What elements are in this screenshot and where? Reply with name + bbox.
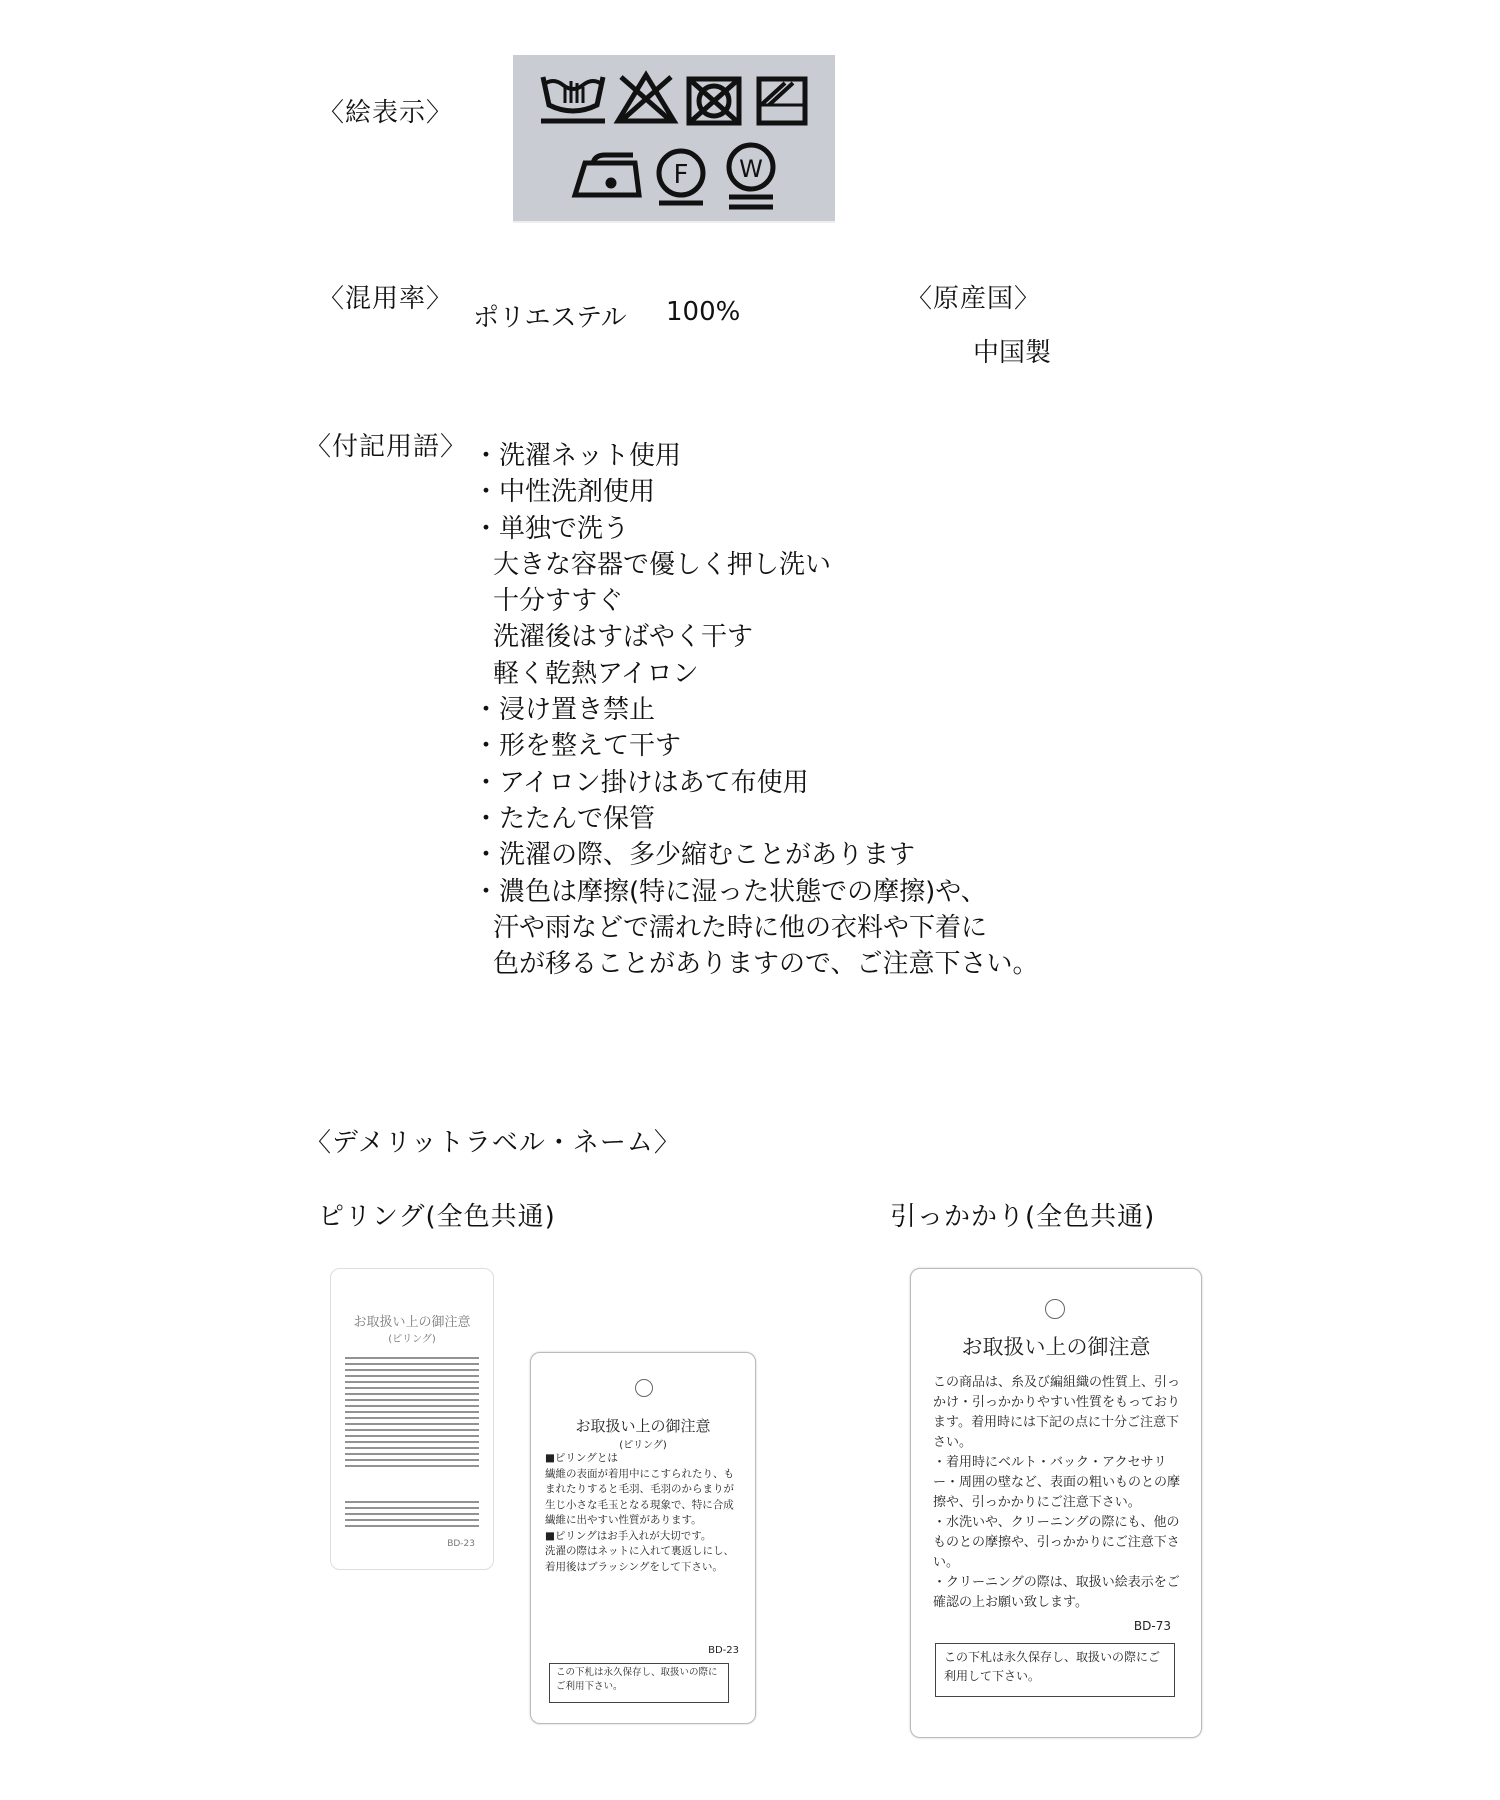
note-line: ・アイロン掛けはあて布使用: [473, 767, 809, 798]
dry-clean-f-icon: [659, 151, 703, 203]
pilling-back-subtitle: (ピリング): [388, 1334, 436, 1345]
note-line: ・洗濯の際、多少縮むことがあります: [473, 840, 916, 871]
demerit-header: 〈デメリットラベル・ネーム〉: [305, 1128, 681, 1158]
care-label-image: [513, 55, 835, 223]
pilling-label: ピリング(全色共通): [318, 1202, 556, 1232]
svg-text:F: F: [673, 160, 689, 190]
pilling-front-subtitle: (ピリング): [619, 1440, 667, 1451]
no-tumble-dry-icon: [689, 79, 739, 123]
pilling-back-code: BD-23: [447, 1539, 475, 1549]
pilling-tag-back: [330, 1268, 494, 1570]
snag-tag: [910, 1268, 1202, 1738]
tag-hole: [1045, 1299, 1065, 1319]
pilling-back-footer: [345, 1501, 479, 1529]
no-bleach-icon: [618, 75, 674, 121]
composition-material: ポリエステル: [473, 303, 627, 333]
note-line: ・たたんで保管: [473, 803, 656, 834]
hand-wash-icon: [541, 77, 605, 121]
note-line: 色が移ることがありますので、ご注意下さい。: [493, 949, 1039, 980]
pilling-front-footer: この下札は永久保存し、取扱いの際にご利用下さい。: [549, 1663, 729, 1703]
note-line: 洗濯後はすばやく干す: [493, 622, 754, 653]
snag-label: 引っかかり(全色共通): [890, 1202, 1156, 1232]
pilling-back-body: [345, 1357, 479, 1469]
snag-title: お取扱い上の御注意: [961, 1335, 1151, 1359]
iron-low-icon: [575, 155, 639, 195]
origin-value: 中国製: [973, 338, 1052, 368]
tag-hole: [635, 1379, 653, 1397]
notes-header: 〈付記用語〉: [305, 432, 468, 462]
note-line: 汗や雨などで濡れた時に他の衣料や下着に: [493, 912, 988, 943]
composition-percent: 100%: [666, 297, 741, 327]
notes-list: [473, 438, 1038, 982]
line-dry-shade-icon: [759, 79, 805, 123]
note-line: ・中性洗剤使用: [473, 477, 656, 508]
snag-code: BD-73: [1133, 1619, 1171, 1633]
pilling-tag-front: [530, 1352, 756, 1724]
note-line: ・洗濯ネット使用: [473, 441, 682, 471]
pilling-back-title: お取扱い上の御注意: [353, 1315, 471, 1330]
svg-text:W: W: [739, 155, 763, 183]
note-line: ・単独で洗う: [473, 513, 630, 544]
pilling-front-title: お取扱い上の御注意: [575, 1417, 711, 1435]
snag-footer: この下札は永久保存し、取扱いの際にご利用して下さい。: [935, 1643, 1175, 1697]
care-symbols-header: 〈絵表示〉: [318, 98, 454, 128]
note-line: ・浸け置き禁止: [473, 695, 656, 726]
note-line: ・濃色は摩擦(特に湿った状態での摩擦)や、: [473, 876, 987, 907]
composition-header: 〈混用率〉: [318, 284, 454, 314]
note-line: ・形を整えて干す: [473, 731, 682, 762]
wet-clean-gentle-icon: [729, 145, 773, 207]
snag-body: この商品は、糸及び編組織の性質上、引っかけ・引っかかりやすい性質をもっております。着用時には下記の点に十分ご注意下さい。 ・着用時にベルト・バック・アクセサリー・周囲の壁など、表面の粗いものとの摩擦や、引っかかりにご注意下さい。 ・水洗いや、クリーニングの際にも、他のものとの摩擦や、引っかかりにご注意下さい。 ・クリーニングの際は、取扱い絵表示をご確認の上お願い致します。: [933, 1375, 1181, 1610]
pilling-front-body: ■ピリングとは 繊維の表面が着用中にこすられたり、もまれたりすると毛羽、毛羽のからまりが生じ小さな毛玉となる現象で、特に合成繊維に出やすい性質があります。 ■ピリングはお手入れが大切です。 洗濯の際はネットに入れて裏返しにし、着用後はブラッシングをして下さい。: [545, 1452, 734, 1573]
origin-header: 〈原産国〉: [906, 284, 1042, 314]
pilling-front-code: BD-23: [708, 1645, 739, 1656]
note-line: 大きな容器で優しく押し洗い: [493, 549, 832, 580]
note-line: 十分すすぐ: [493, 586, 624, 617]
note-line: 軽く乾熱アイロン: [493, 658, 699, 689]
